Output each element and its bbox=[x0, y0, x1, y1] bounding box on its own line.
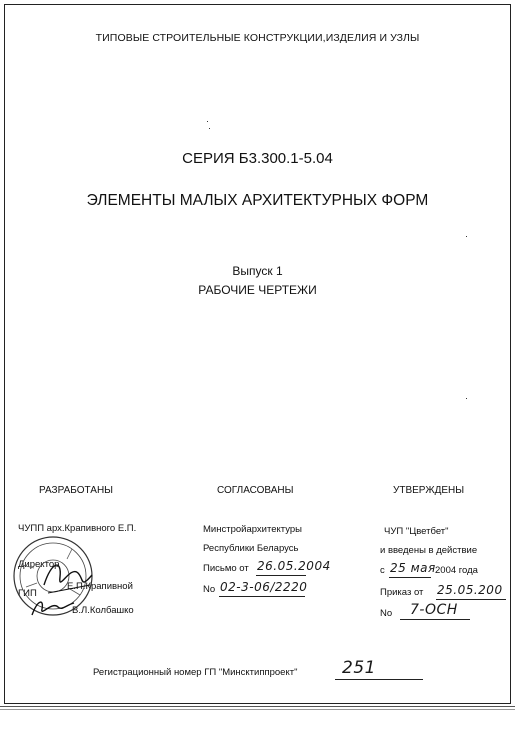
gip-signature bbox=[30, 595, 76, 621]
approved-heading: УТВЕРЖДЕНЫ bbox=[393, 485, 465, 496]
agreed-number-underline bbox=[219, 596, 305, 597]
order-date: 25.05.200 bbox=[437, 583, 503, 597]
agreed-line2: Республики Беларусь bbox=[203, 543, 299, 554]
scan-speck bbox=[466, 236, 467, 237]
order-label: Приказ от bbox=[380, 587, 424, 598]
agreed-number-label: No bbox=[203, 584, 216, 595]
director-label: Директор bbox=[18, 559, 60, 570]
agreed-heading: СОГЛАСОВАНЫ bbox=[217, 485, 294, 496]
approved-line1: ЧУП "Цветбет" bbox=[384, 526, 449, 537]
letter-date: 26.05.2004 bbox=[257, 559, 331, 573]
approved-date-prefix: с bbox=[380, 565, 385, 576]
letter-date-underline bbox=[256, 575, 306, 576]
divider bbox=[0, 706, 515, 707]
registration-label: Регистрационный номер ГП "Минсктиппроект" bbox=[93, 667, 298, 678]
approved-date: 25 мая bbox=[390, 561, 436, 575]
developed-heading: РАЗРАБОТАНЫ bbox=[39, 485, 114, 496]
document-header: ТИПОВЫЕ СТРОИТЕЛЬНЫЕ КОНСТРУКЦИИ,ИЗДЕЛИЯ И УЗЛЫ bbox=[95, 32, 420, 44]
registration-underline bbox=[335, 679, 423, 680]
developer-org: ЧУПП арх.Крапивного Е.П. bbox=[18, 523, 137, 534]
agreed-number: 02-3-06/2220 bbox=[220, 580, 308, 594]
approved-date-underline bbox=[389, 577, 431, 578]
agreed-line1: Минстройархитектуры bbox=[203, 524, 302, 535]
gip-label: ГИП bbox=[18, 588, 37, 599]
gip-name: В.Л.Колбашко bbox=[72, 605, 134, 616]
series-number: СЕРИЯ Б3.300.1-5.04 bbox=[182, 150, 333, 167]
order-number-underline bbox=[400, 619, 470, 620]
director-name: Е.П.Крапивной bbox=[67, 581, 133, 592]
approved-line2: и введены в действие bbox=[380, 545, 478, 556]
drawings-label: РАБОЧИЕ ЧЕРТЕЖИ bbox=[198, 283, 317, 297]
document-title: ЭЛЕМЕНТЫ МАЛЫХ АРХИТЕКТУРНЫХ ФОРМ bbox=[86, 192, 429, 209]
order-number: 7-ОСН bbox=[410, 602, 458, 618]
registration-number: 251 bbox=[342, 658, 376, 678]
divider bbox=[0, 709, 515, 710]
order-date-underline bbox=[436, 599, 506, 600]
issue-label: Выпуск 1 bbox=[232, 264, 283, 278]
scan-speck bbox=[466, 398, 467, 399]
letter-label: Письмо от bbox=[203, 563, 249, 574]
scan-speck bbox=[207, 121, 208, 122]
scan-speck bbox=[209, 128, 210, 129]
order-number-label: No bbox=[380, 608, 393, 619]
approved-date-suffix: 2004 года bbox=[435, 565, 478, 576]
